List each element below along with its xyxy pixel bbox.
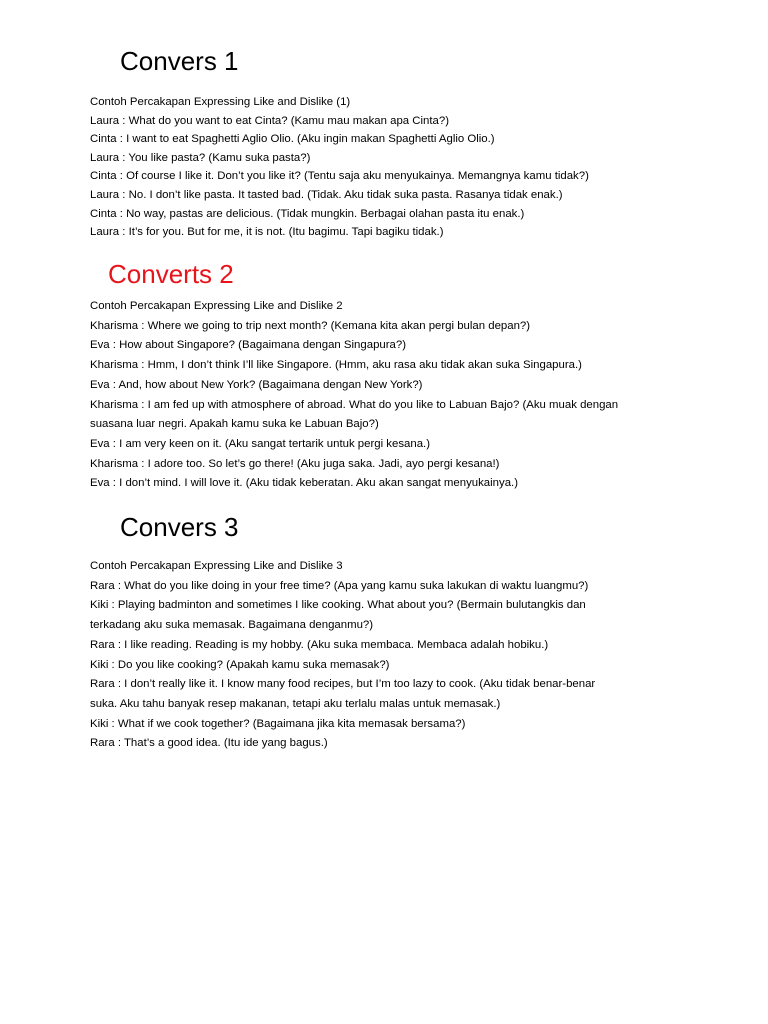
dialogue-line: Rara : What do you like doing in your free time? (Apa yang kamu suka lakukan di waktu luangmu?) bbox=[90, 579, 589, 592]
dialogue-line: Kharisma : Where we going to trip next month? (Kemana kita akan pergi bulan depan?) bbox=[90, 319, 531, 332]
dialogue-line: Laura : What do you want to eat Cinta? (Kamu mau makan apa Cinta?) bbox=[90, 114, 449, 127]
dialogue-line: Laura : It’s for you. But for me, it is not. (Itu bagimu. Tapi bagiku tidak.) bbox=[90, 226, 444, 239]
dialogue-line: Rara : I like reading. Reading is my hobby. (Aku suka membaca. Membaca adalah hobiku.) bbox=[90, 638, 549, 651]
dialogue-line: Kiki : Playing badminton and sometimes I like cooking. What about you? (Bermain bulutangkis dan bbox=[90, 599, 586, 612]
dialogue-line: Eva : I am very keen on it. (Aku sangat tertarik untuk pergi kesana.) bbox=[90, 437, 430, 450]
dialogue-intro: Contoh Percakapan Expressing Like and Dislike (1) bbox=[90, 96, 351, 108]
dialogue-line: Cinta : Of course I like it. Don’t you like it? (Tentu saja aku menyukainya. Memangnya kamu tidak?) bbox=[90, 170, 589, 183]
dialogue-line: Kiki : Do you like cooking? (Apakah kamu suka memasak?) bbox=[90, 658, 390, 671]
dialogue-list bbox=[90, 297, 690, 494]
dialogue-line: Kharisma : Hmm, I don’t think I’ll like Singapore. (Hmm, aku rasa aku tidak akan suka Singapura.) bbox=[90, 359, 582, 372]
dialogue-intro: Contoh Percakapan Expressing Like and Dislike 3 bbox=[90, 560, 343, 572]
dialogue-line: Kiki : What if we cook together? (Bagaimana jika kita memasak bersama?) bbox=[90, 717, 466, 730]
section-heading: Converts 2 bbox=[108, 259, 234, 289]
dialogue-line: terkadang aku suka memasak. Bagaimana denganmu?) bbox=[90, 619, 374, 632]
dialogue-line: Eva : How about Singapore? (Bagaimana dengan Singapura?) bbox=[90, 339, 406, 352]
dialogue-intro: Contoh Percakapan Expressing Like and Dislike 2 bbox=[90, 300, 343, 312]
dialogue-line: Eva : I don’t mind. I will love it. (Aku tidak keberatan. Aku akan sangat menyukainya.) bbox=[90, 477, 518, 490]
dialogue-line: Cinta : I want to eat Spaghetti Aglio Olio. (Aku ingin makan Spaghetti Aglio Olio.) bbox=[90, 133, 495, 146]
dialogue-line: Cinta : No way, pastas are delicious. (Tidak mungkin. Berbagai olahan pasta itu enak.) bbox=[90, 207, 525, 220]
dialogue-line: Laura : No. I don’t like pasta. It tasted bad. (Tidak. Aku tidak suka pasta. Rasanya tidak enak.) bbox=[90, 188, 563, 201]
dialogue-list bbox=[90, 93, 690, 242]
dialogue-line: Kharisma : I am fed up with atmosphere of abroad. What do you like to Labuan Bajo? (Aku muak dengan bbox=[90, 398, 619, 411]
dialogue-line: suka. Aku tahu banyak resep makanan, tetapi aku terlalu malas untuk memasak.) bbox=[90, 697, 501, 710]
section-heading: Convers 1 bbox=[120, 46, 239, 76]
dialogue-line: Laura : You like pasta? (Kamu suka pasta?) bbox=[90, 151, 311, 164]
dialogue-line: Kharisma : I adore too. So let’s go there! (Aku juga saka. Jadi, ayo pergi kesana!) bbox=[90, 457, 500, 470]
dialogue-line: suasana luar negri. Apakah kamu suka ke Labuan Bajo?) bbox=[90, 418, 379, 431]
dialogue-line: Eva : And, how about New York? (Bagaimana dengan New York?) bbox=[90, 378, 423, 391]
dialogue-line: Rara : That’s a good idea. (Itu ide yang bagus.) bbox=[90, 737, 328, 750]
section-heading: Convers 3 bbox=[120, 512, 239, 542]
dialogue-list bbox=[90, 557, 690, 754]
dialogue-line: Rara : I don’t really like it. I know many food recipes, but I’m too lazy to cook. (Aku tidak benar-benar bbox=[90, 678, 596, 691]
